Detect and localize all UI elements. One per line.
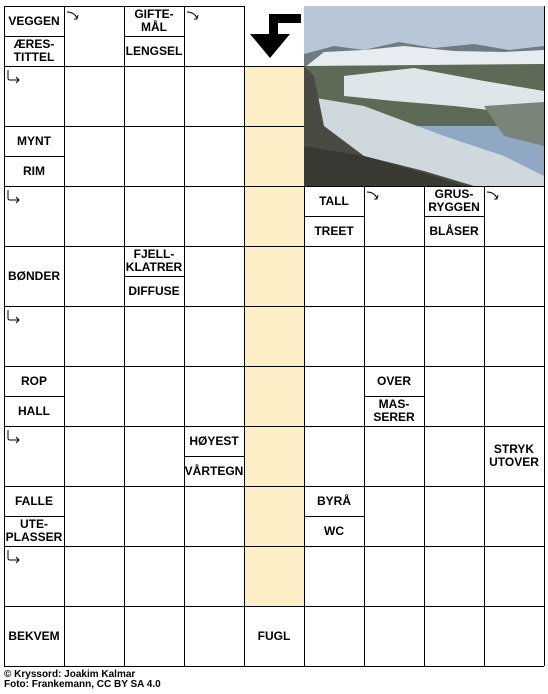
clue-bekvem: BEKVEM <box>8 628 60 643</box>
clue-mynt: MYNT <box>17 133 51 148</box>
highlight-cell[interactable] <box>244 126 304 186</box>
arrow-down-right-icon <box>366 190 382 206</box>
highlight-cell[interactable] <box>244 306 304 366</box>
clue-fjellklatrer: FJELL- KLATRER <box>125 247 183 274</box>
arrow-right-icon <box>6 69 22 85</box>
highlight-cell[interactable] <box>244 246 304 306</box>
clue-lengsel: LENGSEL <box>125 43 183 58</box>
clue-fugl: FUGL <box>257 628 291 643</box>
arrow-down-right-icon <box>486 190 502 206</box>
clue-falle: FALLE <box>15 493 53 508</box>
clue-giftemal: GIFTE- MÅL <box>134 7 174 34</box>
arrow-down-right-icon <box>186 10 202 26</box>
clue-rop: ROP <box>20 373 47 388</box>
grid-line <box>4 6 5 666</box>
clue-strykutover: STRYK UTOVER <box>489 442 539 469</box>
clue-grusryggen: GRUS- RYGGEN <box>428 187 480 214</box>
grid-line <box>184 6 185 666</box>
arrow-right-icon <box>6 549 22 565</box>
clue-wc: WC <box>324 523 344 538</box>
highlight-cell[interactable] <box>244 66 304 126</box>
mountain-photo <box>304 6 544 186</box>
grid-line <box>4 306 544 307</box>
clue-treet: TREET <box>314 223 354 238</box>
clue-uteplasser: UTE- PLASSER <box>5 517 63 544</box>
clue-vartegn: VÅRTEGN <box>184 463 244 478</box>
grid-line <box>124 6 125 666</box>
grid-line <box>64 6 65 666</box>
highlight-cell[interactable] <box>244 486 304 546</box>
big-down-arrow-icon <box>244 6 304 66</box>
arrow-right-icon <box>6 309 22 325</box>
puzzle-credit: © Kryssord: Joakim Kalmar <box>4 669 136 680</box>
grid-line <box>4 366 544 367</box>
photo-credit: Foto: Frankemann, CC BY SA 4.0 <box>4 679 161 690</box>
clue-bonder: BØNDER <box>7 268 60 283</box>
clue-hoyest: HØYEST <box>189 433 239 448</box>
clue-hall: HALL <box>18 403 50 418</box>
clue-over: OVER <box>376 373 411 388</box>
grid-line <box>4 426 544 427</box>
clue-blaser: BLÅSER <box>429 223 479 238</box>
crossword-grid <box>4 6 544 666</box>
highlight-cell[interactable] <box>244 366 304 426</box>
grid-line <box>4 486 544 487</box>
clue-rim: RIM <box>23 163 45 178</box>
highlight-cell[interactable] <box>244 546 304 606</box>
clue-tall: TALL <box>319 193 349 208</box>
clue-aerestittel: ÆRES- TITTEL <box>13 37 55 64</box>
grid-line <box>4 546 544 547</box>
clue-masserer: MAS- SERER <box>373 397 415 424</box>
credits <box>4 670 161 690</box>
clue-byra: BYRÅ <box>316 493 351 508</box>
clue-diffuse: DIFFUSE <box>128 283 180 298</box>
highlight-cell[interactable] <box>244 426 304 486</box>
clue-veggen: VEGGEN <box>8 13 60 28</box>
arrow-right-icon <box>6 429 22 445</box>
arrow-down-right-icon <box>66 10 82 26</box>
arrow-right-icon <box>6 189 22 205</box>
highlight-cell[interactable] <box>244 186 304 246</box>
